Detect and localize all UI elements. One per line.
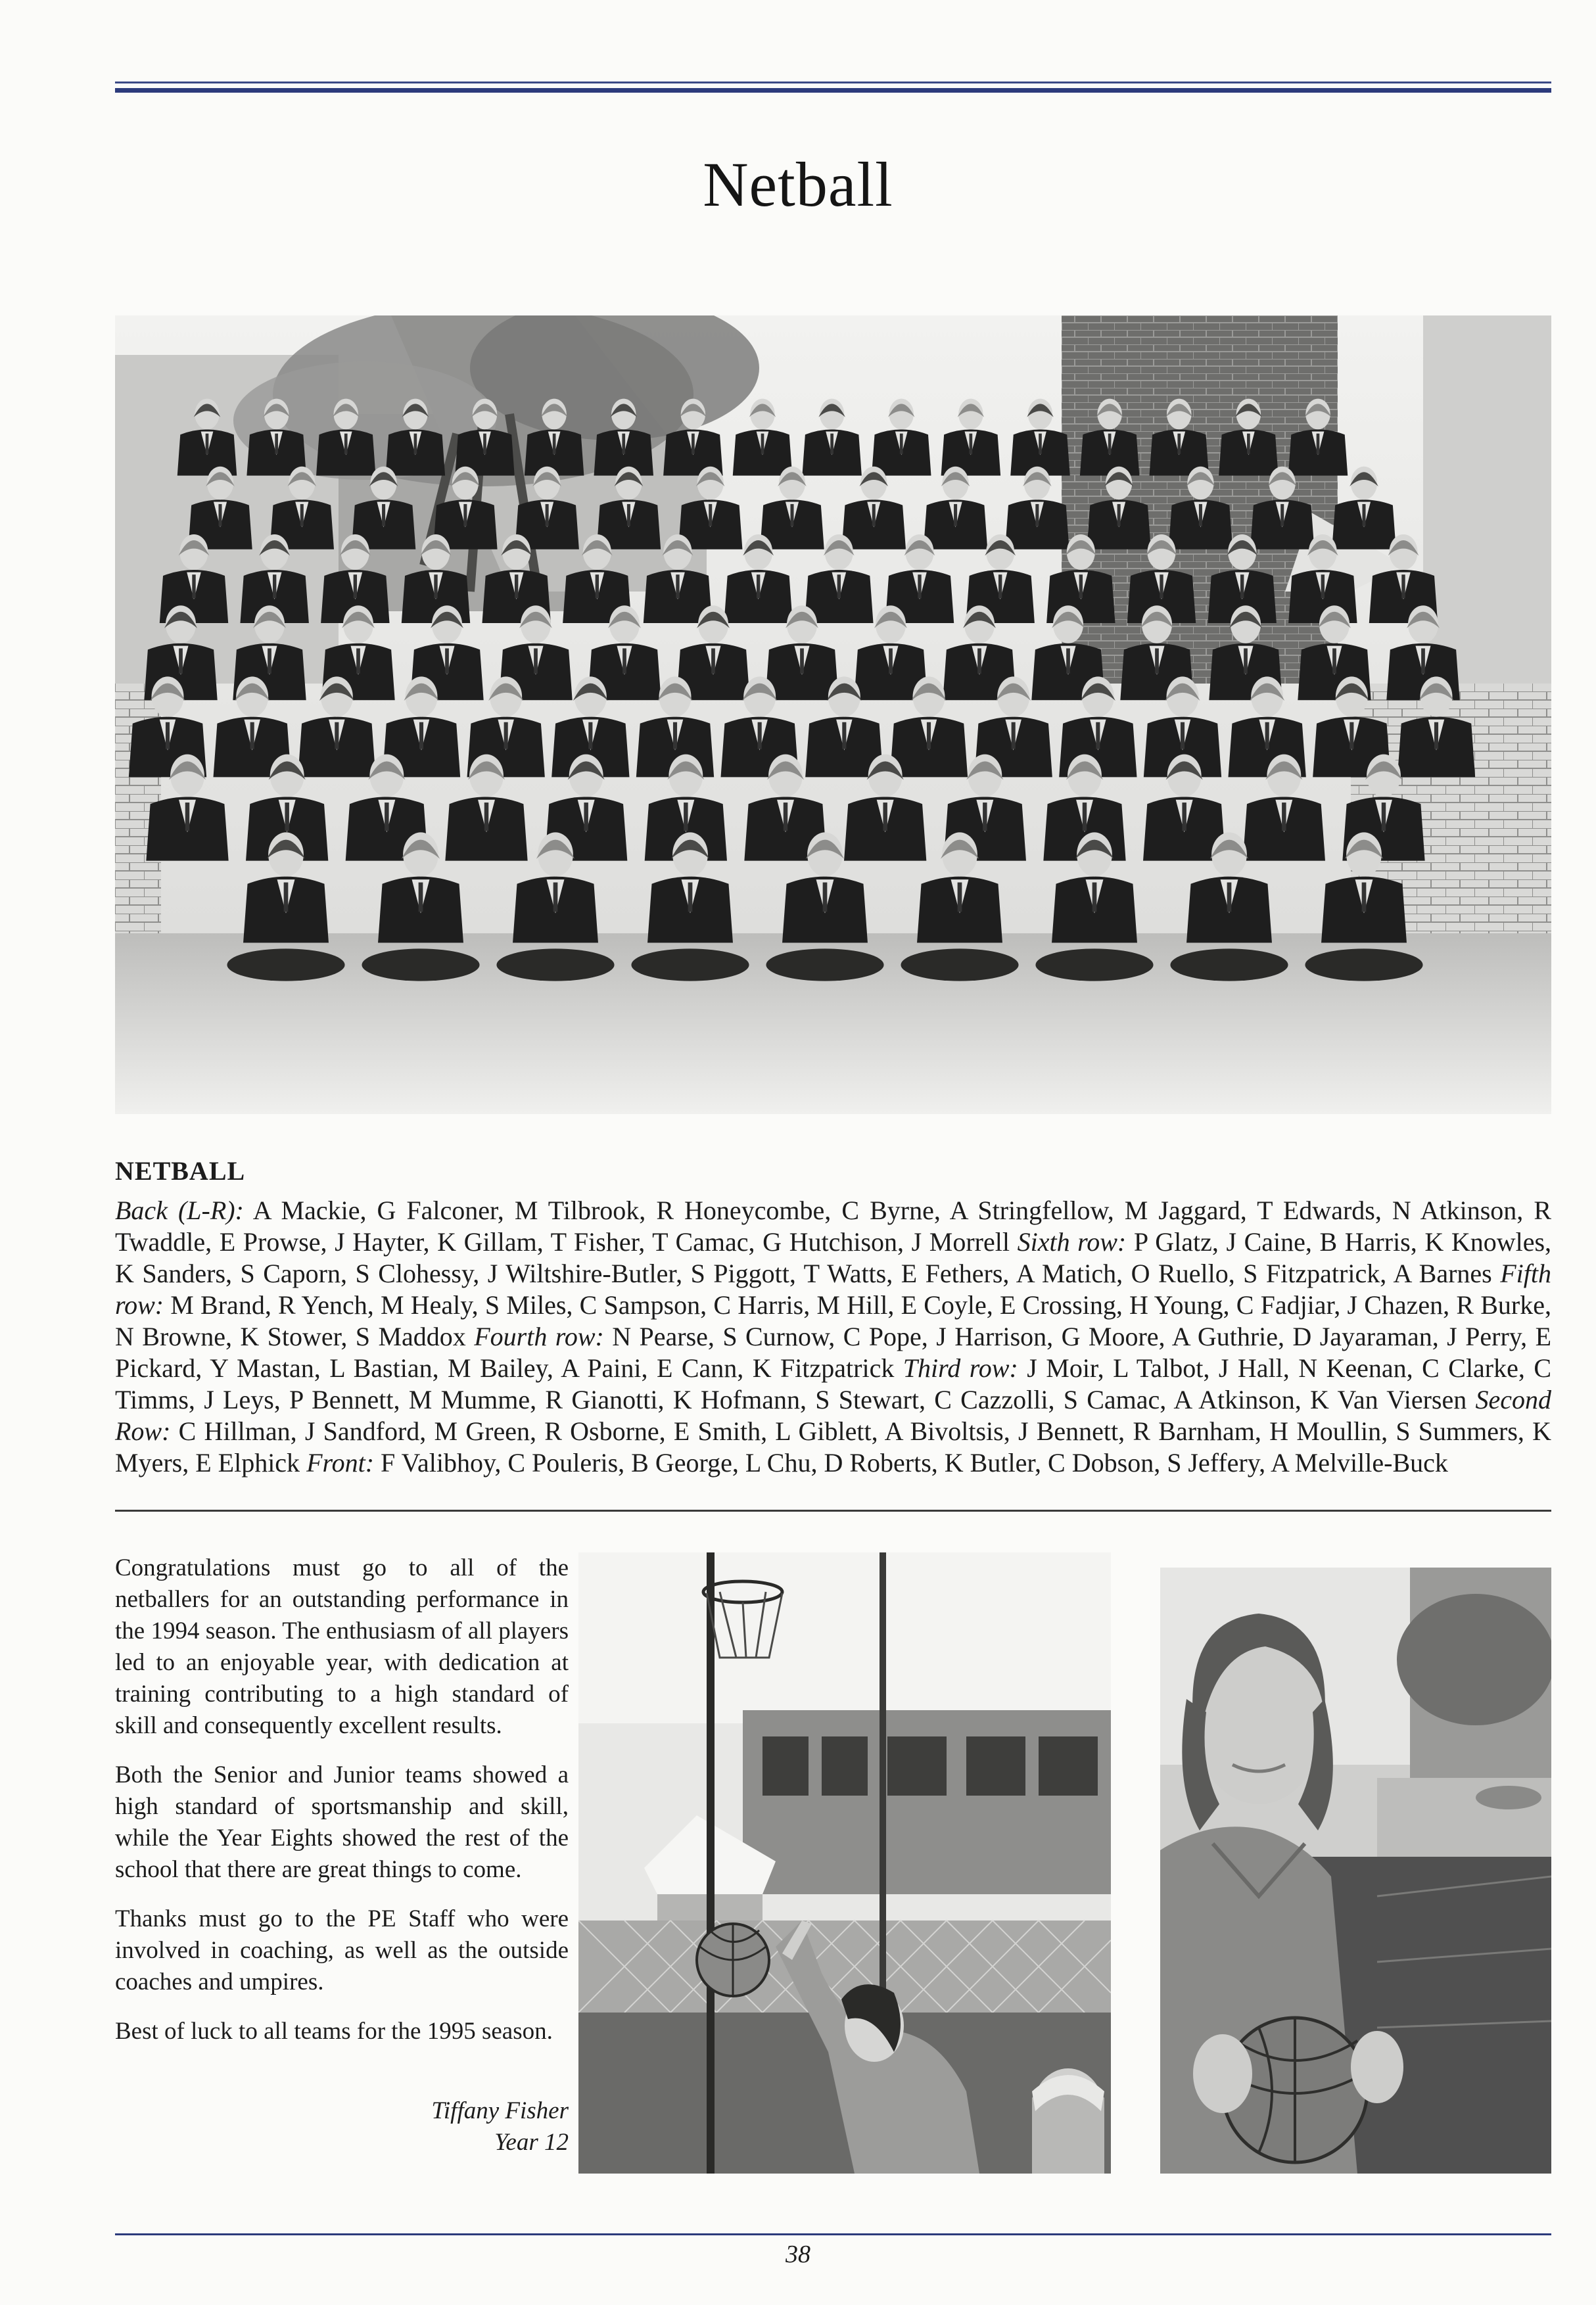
row-label: Back (L-R): bbox=[115, 1196, 244, 1225]
page-title: Netball bbox=[703, 149, 893, 220]
player-portrait-photo bbox=[1160, 1568, 1551, 2174]
row-names: J Moir, L Talbot, J Hall, N Keenan, C Clarke, C Timms, J Leys, P Bennett, M Mumme, R Gianotti, K Hofmann, S Stewart, C Cazzolli, S Camac, A Atkinson, K Van Viersen bbox=[115, 1353, 1552, 1414]
row-names: C Hillman, J Sandford, M Green, R Osborne, E Smith, L Giblett, A Bivoltsis, J Bennett, R Barnham, H Moullin, S Summers, K Myers, E Elphick bbox=[115, 1416, 1551, 1478]
row-names: P Glatz, J Caine, B Harris, K Knowles, K Sanders, S Caporn, S Clohessy, J Wiltshire-Butler, S Piggott, T Watts, E Fethers, A Matich, O Ruello, S Fitzpatrick, A Barnes bbox=[115, 1227, 1552, 1288]
team-group-photo bbox=[115, 315, 1551, 1114]
row-label: Third row: bbox=[903, 1353, 1018, 1383]
section-divider bbox=[115, 1510, 1551, 1512]
netball-action-photo bbox=[578, 1552, 1111, 2174]
team-caption bbox=[115, 1195, 1551, 1479]
page-number: 38 bbox=[786, 2241, 810, 2268]
top-rule-thin bbox=[115, 81, 1551, 83]
article-paragraph: Best of luck to all teams for the 1995 season. bbox=[115, 2018, 553, 2045]
author-year: Year 12 bbox=[494, 2129, 569, 2156]
row-names: A Mackie, G Falconer, M Tilbrook, R Honeycombe, C Byrne, A Stringfellow, M Jaggard, T Edwards, N Atkinson, R Twaddle, E Prowse, J Hayter, K Gillam, T Fisher, T Camac, G Hutchison, J Morrell bbox=[115, 1196, 1552, 1257]
article-paragraph: Congratulations must go to all of the netballers for an outstanding performance in the 1994 season. The enthusiasm of all players led to an enjoyable year, with dedication at training contributing to a high standard of skill and consequently excellent results. bbox=[115, 1554, 569, 1739]
row-names: N Pearse, S Curnow, C Pope, J Harrison, G Moore, A Guthrie, D Jayaraman, J Perry, E Pickard, Y Mastan, L Bastian, M Bailey, A Paini, E Cann, K Fitzpatrick bbox=[115, 1322, 1552, 1383]
article-signature bbox=[115, 2095, 569, 2158]
article-paragraph: Thanks must go to the PE Staff who were involved in coaching, as well as the outside coaches and umpires. bbox=[115, 1905, 569, 1995]
row-label: Sixth row: bbox=[1017, 1227, 1127, 1257]
row-label: Front: bbox=[306, 1448, 375, 1478]
row-names: M Brand, R Yench, M Healy, S Miles, C Sampson, C Harris, M Hill, E Coyle, E Crossing, H Young, C Fadjiar, J Chazen, R Burke, N Browne, K Stower, S Maddox bbox=[115, 1290, 1551, 1351]
row-names: F Valibhoy, C Pouleris, B George, L Chu, D Roberts, K Butler, C Dobson, S Jeffery, A Melville-Buck bbox=[381, 1448, 1448, 1478]
top-rule-thick bbox=[115, 88, 1551, 93]
row-label: Second Row: bbox=[115, 1385, 1552, 1446]
article-body bbox=[115, 1552, 569, 2065]
author-name: Tiffany Fisher bbox=[431, 2097, 569, 2124]
row-label: Fourth row: bbox=[474, 1322, 604, 1351]
row-label: Fifth row: bbox=[115, 1259, 1552, 1320]
article-paragraph: Both the Senior and Junior teams showed a high standard of sportsmanship and skill, while the Year Eights showed the rest of the school that there are great things to come. bbox=[115, 1761, 569, 1883]
bottom-rule bbox=[115, 2233, 1551, 2235]
team-caption-heading: NETBALL bbox=[115, 1156, 246, 1186]
